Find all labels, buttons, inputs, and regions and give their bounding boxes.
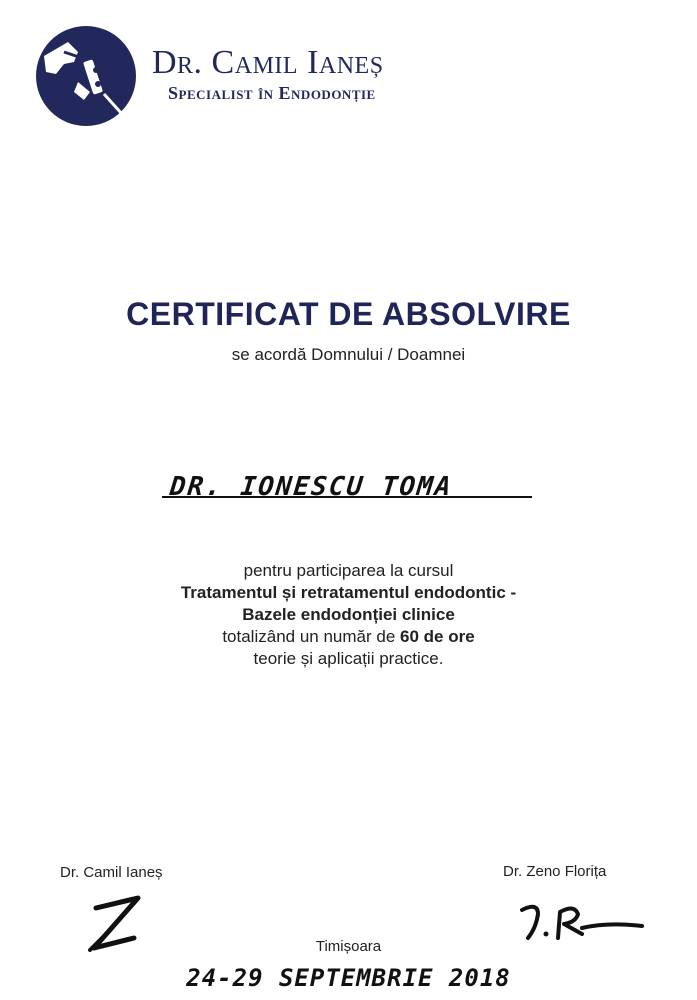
- right-signatory-name: Dr. Zeno Florița: [503, 863, 607, 880]
- participation-line: pentru participarea la cursul: [243, 561, 454, 580]
- dental-logo-icon: [34, 22, 138, 130]
- left-signatory-name: Dr. Camil Ianeș: [60, 864, 163, 881]
- hours-prefix: totalizând un număr de: [222, 627, 400, 646]
- brand-header: [152, 44, 384, 104]
- hours-value: 60 de ore: [400, 627, 475, 646]
- hours-line: [0, 626, 697, 648]
- recipient-underline: [162, 496, 532, 498]
- certificate-body: [0, 560, 697, 670]
- recipient-name: DR. IONESCU TOMA: [168, 472, 455, 502]
- brand-specialty: Specialist în Endodonție: [168, 83, 376, 103]
- brand-name: Dr. Camil Ianeș: [152, 44, 384, 81]
- practice-line: teorie și aplicații practice.: [253, 649, 444, 668]
- certificate-subtitle: se acordă Domnului / Doamnei: [231, 345, 466, 364]
- course-title-line2: Bazele endodonției clinice: [242, 605, 455, 624]
- course-dates: 24-29 SEPTEMBRIE 2018: [186, 964, 511, 992]
- certificate-title: CERTIFICAT DE ABSOLVIRE: [126, 296, 571, 332]
- city: Timișoara: [315, 938, 382, 955]
- course-title-line1: Tratamentul și retratamentul endodontic -: [180, 583, 517, 602]
